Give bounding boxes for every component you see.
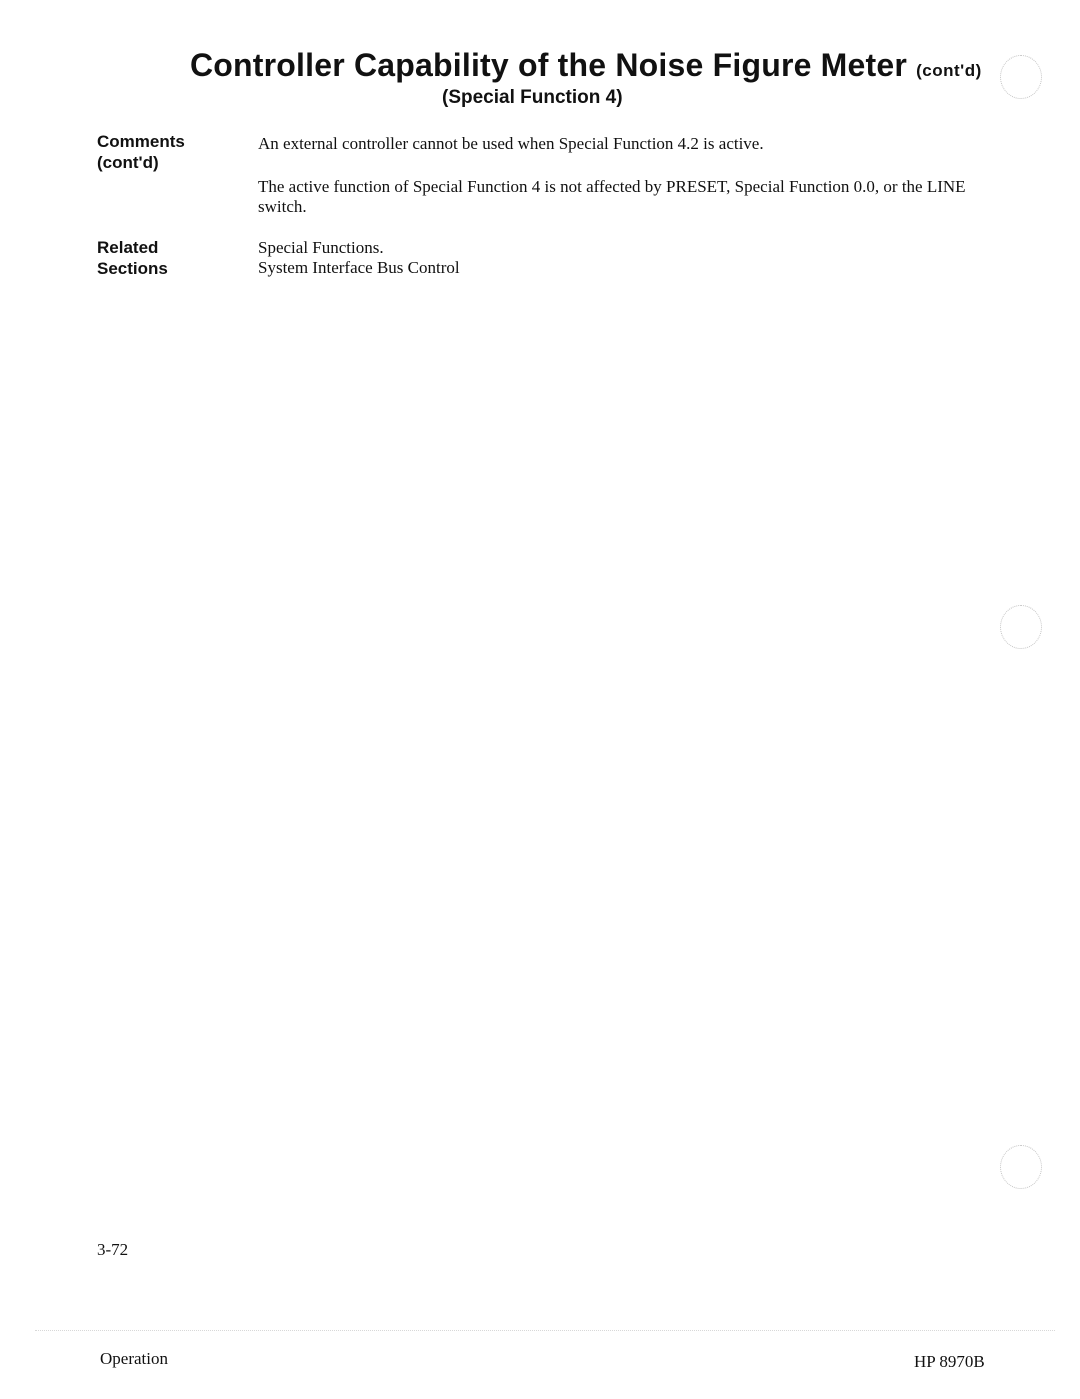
- comments-paragraph-2: The active function of Special Function 4 is not affected by PRESET, Special Function 0.0, or the LINE switch.: [258, 177, 966, 216]
- related-item-special-functions: Special Functions.: [258, 238, 384, 257]
- related-item-system-interface-bus-control: System Interface Bus Control: [258, 258, 460, 277]
- comments-paragraph-1: An external controller cannot be used when Special Function 4.2 is active.: [258, 134, 764, 153]
- comments-label-line2: (cont'd): [97, 153, 159, 172]
- related-sections-label: [97, 237, 168, 279]
- binder-hole-bottom: [1000, 1145, 1042, 1189]
- page-subtitle: (Special Function 4): [442, 87, 623, 108]
- page-title: [190, 47, 982, 84]
- page-number: 3-72: [97, 1240, 129, 1259]
- comments-label-line1: Comments: [97, 132, 185, 151]
- footer-product-name: HP 8970B: [914, 1352, 985, 1371]
- comments-label: [97, 131, 185, 173]
- footer-divider: [35, 1330, 1055, 1331]
- related-sections-list: [258, 238, 988, 278]
- binder-hole-middle: [1000, 605, 1042, 649]
- related-label-line1: Related: [97, 238, 159, 257]
- binder-hole-top: [1000, 55, 1042, 99]
- related-label-line2: Sections: [97, 259, 168, 278]
- footer-section-name: Operation: [100, 1349, 168, 1368]
- title-contd: (cont'd): [916, 61, 982, 80]
- title-text: Controller Capability of the Noise Figure Meter: [190, 47, 908, 83]
